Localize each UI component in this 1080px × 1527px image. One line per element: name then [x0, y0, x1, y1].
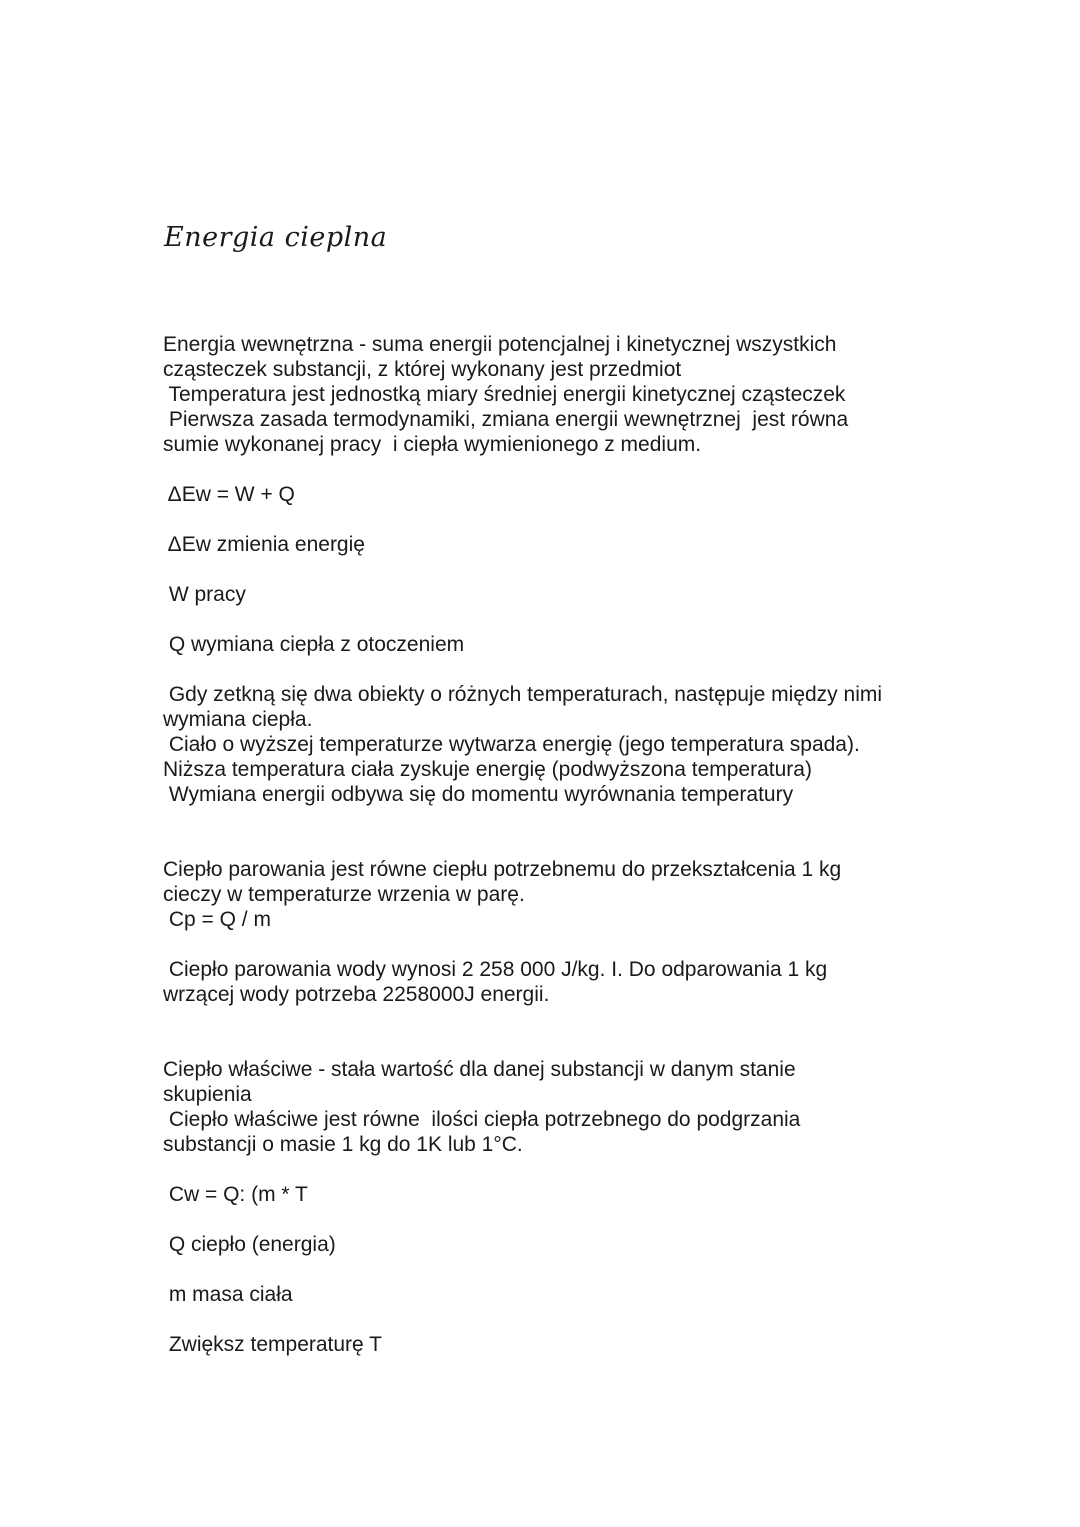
- text-line: Ciepło parowania jest równe ciepłu potrzebnemu do przekształcenia 1 kg: [163, 858, 842, 881]
- text-line: Ciepło właściwe jest równe ilości ciepła potrzebnego do podgrzania: [163, 1108, 801, 1131]
- text-line: Wymiana energii odbywa się do momentu wyrównania temperatury: [163, 783, 794, 806]
- text-line: skupienia: [163, 1083, 252, 1106]
- formula-line: Cw = Q: (m * T: [163, 1183, 308, 1206]
- text-line: substancji o masie 1 kg do 1K lub 1°C.: [163, 1133, 523, 1156]
- text-line: Niższa temperatura ciała zyskuje energię (podwyższona temperatura): [163, 758, 812, 781]
- text-line: Gdy zetkną się dwa obiekty o różnych temperaturach, następuje między nimi: [163, 683, 883, 706]
- text-line: wymiana ciepła.: [163, 708, 313, 731]
- document-title: Energia cieplna: [164, 222, 388, 253]
- text-line: cieczy w temperaturze wrzenia w parę.: [163, 883, 525, 906]
- text-line: cząsteczek substancji, z której wykonany jest przedmiot: [163, 358, 682, 381]
- text-line: Q wymiana ciepła z otoczeniem: [163, 633, 465, 656]
- text-line: Energia wewnętrzna - suma energii potencjalnej i kinetycznej wszystkich: [163, 333, 837, 356]
- formula-line: Cp = Q / m: [163, 908, 271, 931]
- text-line: ΔEw zmienia energię: [163, 533, 365, 556]
- text-line: sumie wykonanej pracy i ciepła wymienionego z medium.: [163, 433, 702, 456]
- text-line: W pracy: [163, 583, 246, 606]
- text-line: Ciepło właściwe - stała wartość dla danej substancji w danym stanie: [163, 1058, 796, 1081]
- text-line: m masa ciała: [163, 1283, 293, 1306]
- text-line: Ciepło parowania wody wynosi 2 258 000 J/kg. I. Do odparowania 1 kg: [163, 958, 828, 981]
- text-line: Zwiększ temperaturę T: [163, 1333, 383, 1356]
- text-line: Pierwsza zasada termodynamiki, zmiana energii wewnętrznej jest równa: [163, 408, 849, 431]
- text-line: Temperatura jest jednostką miary średniej energii kinetycznej cząsteczek: [163, 383, 846, 406]
- text-line: Q ciepło (energia): [163, 1233, 336, 1256]
- formula-line: ΔEw = W + Q: [163, 483, 295, 506]
- text-line: wrzącej wody potrzeba 2258000J energii.: [163, 983, 550, 1006]
- text-line: Ciało o wyższej temperaturze wytwarza energię (jego temperatura spada).: [163, 733, 860, 756]
